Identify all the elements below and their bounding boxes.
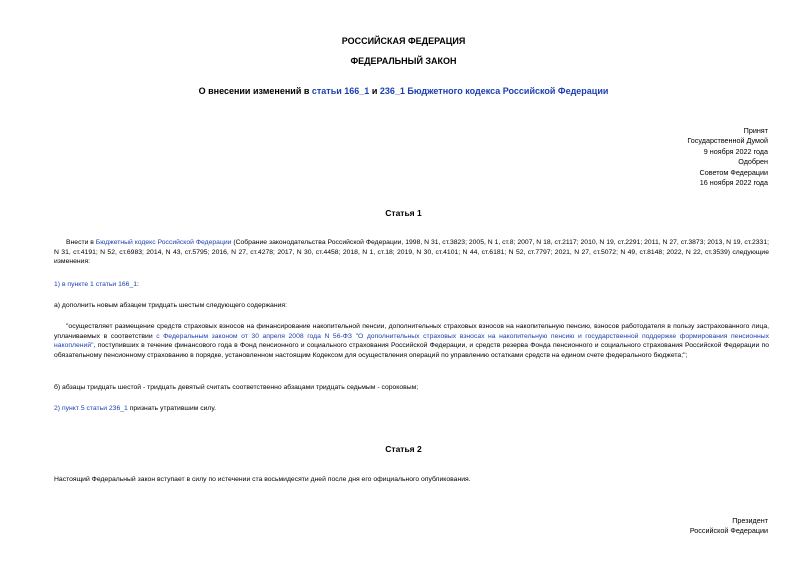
title-prefix: О внесении изменений в	[198, 86, 312, 96]
adoption-date: 9 ноября 2022 года	[703, 146, 768, 156]
item-1b: б) абзацы тридцать шестой - тридцать девятый считать соответственно абзацами тридцать седьмым - сороковым;	[54, 384, 419, 391]
law-type-heading: ФЕДЕРАЛЬНЫЙ ЗАКОН	[350, 56, 457, 66]
article-1-heading: Статья 1	[385, 208, 422, 218]
item-2-number[interactable]: 2)	[54, 405, 62, 412]
signature-line: Президент	[732, 516, 768, 525]
article-1-intro	[54, 238, 769, 267]
item-2	[54, 404, 216, 414]
adoption-line: Государственной Думой	[687, 136, 768, 146]
item-1-number[interactable]: 1)	[54, 281, 62, 288]
country-heading: РОССИЙСКАЯ ФЕДЕРАЦИЯ	[341, 36, 466, 46]
title-link-166[interactable]: статьи 166_1	[311, 86, 370, 96]
item-1-link[interactable]: в пункте 1 статьи 166_1	[61, 281, 137, 288]
item-1-tail: :	[137, 281, 139, 288]
title-link-236[interactable]: 236_1 Бюджетного кодекса Российской Федерации	[379, 86, 609, 96]
inserted-paragraph	[54, 322, 769, 360]
signature-block	[690, 516, 768, 537]
approval-date: 16 ноября 2022 года	[699, 178, 768, 188]
quote-prefix: "осуществляет размещение средств страховых взносов на финансирование накопительной пенсии, дополнительных страховых взносов на накопительную пенсию, взносов работодателя в пользу застрахованного лица, уплачиваемых в соответствии	[54, 323, 769, 340]
intro-prefix: Внести в	[66, 239, 96, 246]
item-2-link[interactable]: пункт 5 статьи 236_1	[61, 405, 128, 412]
approval-line: Советом Федерации	[699, 167, 768, 177]
article-2-text: Настоящий Федеральный закон вступает в силу по истечении ста восьмидесяти дней после дня его официального опубликования.	[54, 476, 471, 483]
adoption-block	[687, 126, 768, 188]
title-mid: и	[369, 86, 380, 96]
law-title	[0, 86, 807, 96]
item-2-tail: признать утратившим силу.	[127, 405, 217, 412]
item-1	[54, 280, 139, 290]
intro-text: (Собрание законодательства Российской Федерации, 1998, N 31, ст.3823; 2005, N 1, ст.8; 2007, N 18, ст.2117; 2010, N 19, ст.2291; 2011, N 27, ст.3873; 2013, N 19, ст.2331; N 31, ст.4191; N 52, ст.6983; 2014, N 43, ст.5795; 2016, N 27, ст.4278; 2017, N 30, ст.4458; 2018, N 1, ст.18; 2019, N 30, ст.4101; N 44, ст.6181; N 52, ст.7797; 2021, N 27, ст.5072; N 49, ст.8148; 2022, N 22, ст.3539) следующие изменения:	[54, 239, 769, 266]
approval-line: Одобрен	[738, 157, 768, 167]
item-1a: а) дополнить новым абзацем тридцать шестым следующего содержания:	[54, 302, 287, 309]
adoption-line: Принят	[743, 126, 768, 135]
budget-code-link[interactable]: Бюджетный кодекс Российской Федерации	[95, 239, 232, 246]
signature-line: Российской Федерации	[689, 526, 768, 536]
article-2-heading: Статья 2	[385, 444, 422, 454]
quote-tail: , поступивших в течение финансового года в Фонд пенсионного и социального страхования Российской Федерации, и средств резерва Фонда пенсионного и социального страхования Российской Федерации по обязательному пенсионному страхованию в порядке, установленном настоящим Кодексом для осуществления операций по управлению остатками средств на едином счете федерального бюджета;";	[54, 342, 769, 359]
federal-law-56-link[interactable]: с Федеральным законом от 30 апреля 2008 года N 56-ФЗ "О дополнительных страховых взносах на накопительную пенсию и государственной поддержке формирования пенсионных накоплений"	[54, 332, 769, 350]
